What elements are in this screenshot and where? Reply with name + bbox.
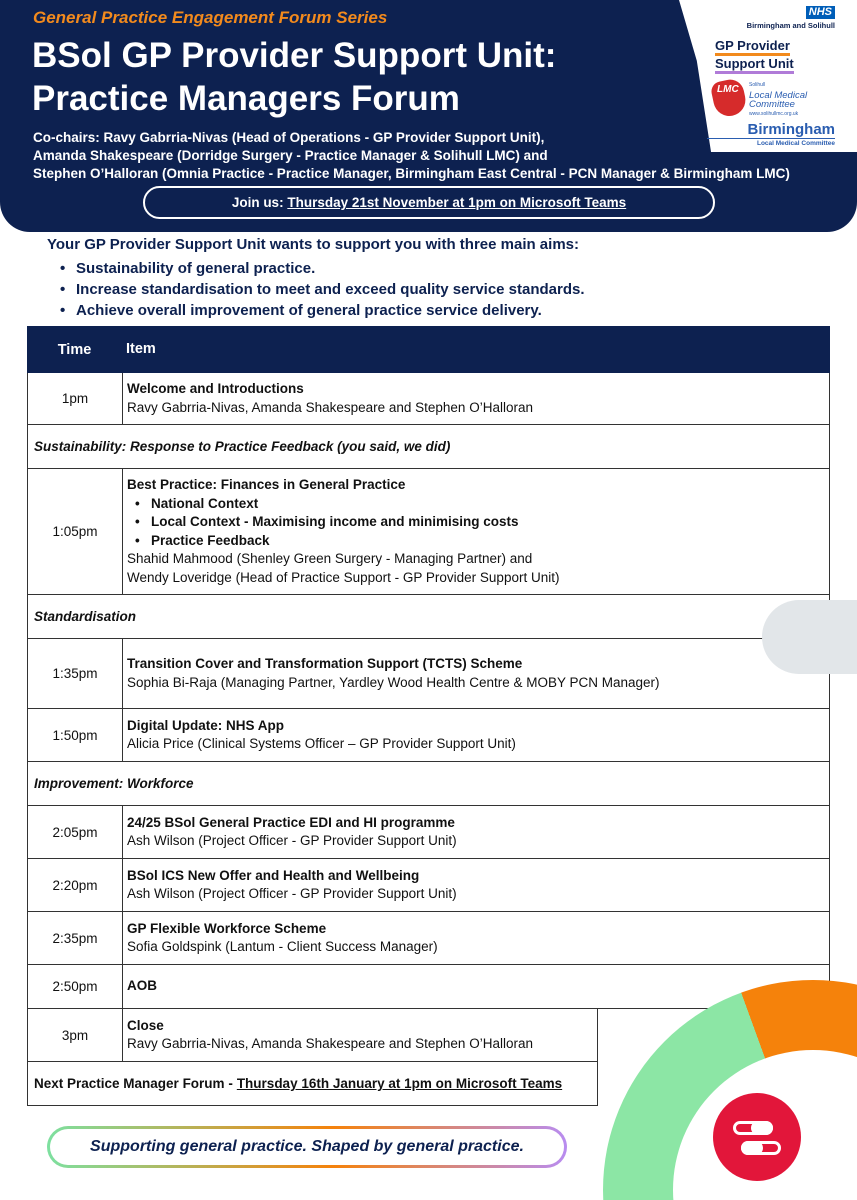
aim-item: • Achieve overall improvement of general practice service delivery. <box>60 300 585 321</box>
header-banner <box>0 0 857 232</box>
tagline-pill <box>47 1126 567 1168</box>
series-title: General Practice Engagement Forum Series <box>33 8 388 27</box>
tagline-text: Supporting general practice. Shaped by general practice. <box>50 1129 564 1165</box>
logo-group <box>707 2 835 147</box>
section-row <box>27 595 830 639</box>
section-row <box>27 425 830 469</box>
lmc-small: Solihull <box>749 82 766 88</box>
gpsu-line-1: GP Provider <box>715 38 790 56</box>
lmc-line-2: Committee <box>749 99 795 110</box>
item-people: Sophia Bi-Raja (Managing Partner, Yardley Wood Health Centre & MOBY PCN Manager) <box>127 674 660 690</box>
header-item: Item <box>126 341 156 358</box>
item-title: AOB <box>127 978 157 994</box>
row-item <box>123 373 829 424</box>
item-people: Sofia Goldspink (Lantum - Client Success Manager) <box>127 939 438 954</box>
section-heading: Sustainability: Response to Practice Feedback (you said, we did) <box>34 439 451 454</box>
item-title: BSol ICS New Offer and Health and Wellbeing <box>127 867 420 883</box>
lmc-line-1: Local Medical <box>749 89 808 101</box>
toggle-app-icon <box>713 1093 801 1181</box>
table-row <box>27 639 830 709</box>
cochairs-line-1: Co-chairs: Ravy Gabrria-Nivas (Head of Operations - GP Provider Support Unit), <box>33 130 545 145</box>
table-row <box>27 1009 598 1062</box>
item-people: Ash Wilson (Project Officer - GP Provider Support Unit) <box>127 886 457 901</box>
aim-item: • Sustainability of general practice. <box>60 258 585 279</box>
item-people: Shahid Mahmood (Shenley Green Surgery - Managing Partner) and <box>127 551 533 566</box>
join-us-pill <box>143 186 715 219</box>
row-time: 1:50pm <box>28 709 123 761</box>
cochairs-line-2: Amanda Shakespeare (Dorridge Surgery - Practice Manager & Solihull LMC) and <box>33 148 548 163</box>
bullet-item: • Local Context - Maximising income and minimising costs <box>135 513 823 532</box>
item-title: Close <box>127 1017 164 1033</box>
item-title: 24/25 BSol General Practice EDI and HI programme <box>127 814 455 830</box>
toggle-top-icon <box>733 1121 773 1135</box>
next-forum-link[interactable]: Thursday 16th January at 1pm on Microsoft Teams <box>236 1076 563 1091</box>
next-forum-prefix: Next Practice Manager Forum - <box>34 1076 233 1091</box>
item-people: Wendy Loveridge (Head of Practice Support - GP Provider Support Unit) <box>127 569 560 585</box>
row-item <box>123 806 829 858</box>
bullet-item: • National Context <box>135 495 823 514</box>
next-forum-row <box>27 1062 598 1106</box>
gpsu-line-2: Support Unit <box>715 56 794 74</box>
row-time: 2:50pm <box>28 965 123 1008</box>
row-item <box>123 639 829 708</box>
item-people: Ash Wilson (Project Officer - GP Provider Support Unit) <box>127 833 457 848</box>
item-bullets <box>135 495 823 551</box>
table-row <box>27 469 830 595</box>
join-prefix: Join us: <box>231 195 284 210</box>
next-forum-text <box>28 1062 568 1105</box>
bullet-item: • Practice Feedback <box>135 532 823 551</box>
table-row <box>27 373 830 425</box>
nhs-logo: NHS <box>806 6 835 19</box>
lmc-badge-text: LMC <box>717 84 739 95</box>
item-title: Best Practice: Finances in General Practice <box>127 477 406 492</box>
row-item <box>123 912 829 964</box>
row-item <box>123 469 829 594</box>
solihull-lmc-logo <box>713 80 835 120</box>
header-time: Time <box>57 341 92 358</box>
item-title: GP Flexible Workforce Scheme <box>127 920 327 936</box>
row-item <box>123 1009 597 1061</box>
row-time: 2:35pm <box>28 912 123 964</box>
section-heading: Standardisation <box>34 609 137 624</box>
nhs-sub-label: Birmingham and Solihull <box>746 21 835 30</box>
table-header-row <box>27 326 830 373</box>
decorative-grey-tab <box>762 600 857 674</box>
section-heading: Improvement: Workforce <box>34 776 194 791</box>
title-line-1: BSol GP Provider Support Unit: <box>32 36 557 75</box>
join-teams-link[interactable]: Thursday 21st November at 1pm on Microsoft Teams <box>287 195 627 210</box>
aims-heading: Your GP Provider Support Unit wants to support you with three main aims: <box>47 236 579 253</box>
row-item <box>123 709 829 761</box>
table-row <box>27 709 830 762</box>
aim-item: • Increase standardisation to meet and exceed quality service standards. <box>60 279 585 300</box>
item-people: Alicia Price (Clinical Systems Officer – GP Provider Support Unit) <box>127 736 516 751</box>
table-row <box>27 806 830 859</box>
row-time: 2:20pm <box>28 859 123 911</box>
page-title <box>32 34 672 120</box>
toggle-bottom-icon <box>741 1141 781 1155</box>
gpsu-logo <box>715 38 835 74</box>
title-line-2: Practice Managers Forum <box>32 79 460 118</box>
aims-list <box>60 258 585 321</box>
row-time: 1pm <box>28 373 123 424</box>
cochairs-line-3: Stephen O’Halloran (Omnia Practice - Practice Manager, Birmingham East Central - PCN Manager & Birmingham LMC) <box>33 166 790 181</box>
item-title: Digital Update: NHS App <box>127 717 284 733</box>
row-time: 1:05pm <box>28 469 123 594</box>
row-time: 2:05pm <box>28 806 123 858</box>
agenda-table <box>27 326 830 1106</box>
row-time: 1:35pm <box>28 639 123 708</box>
row-time: 3pm <box>28 1009 123 1061</box>
item-people: Ravy Gabrria-Nivas, Amanda Shakespeare and Stephen O’Halloran <box>127 399 533 415</box>
item-title: Welcome and Introductions <box>127 381 304 396</box>
table-row <box>27 859 830 912</box>
lmc-url: www.solihullmc.org.uk <box>749 110 799 117</box>
birmingham-lmc-logo: Birmingham <box>747 121 835 138</box>
row-item <box>123 859 829 911</box>
lmc-text <box>749 81 807 119</box>
item-title: Transition Cover and Transformation Support (TCTS) Scheme <box>127 656 523 671</box>
section-row <box>27 762 830 806</box>
birmingham-lmc-sub: Local Medical Committee <box>707 138 835 147</box>
item-people: Ravy Gabrria-Nivas, Amanda Shakespeare and Stephen O’Halloran <box>127 1036 533 1051</box>
table-row <box>27 965 830 1009</box>
table-row <box>27 912 830 965</box>
